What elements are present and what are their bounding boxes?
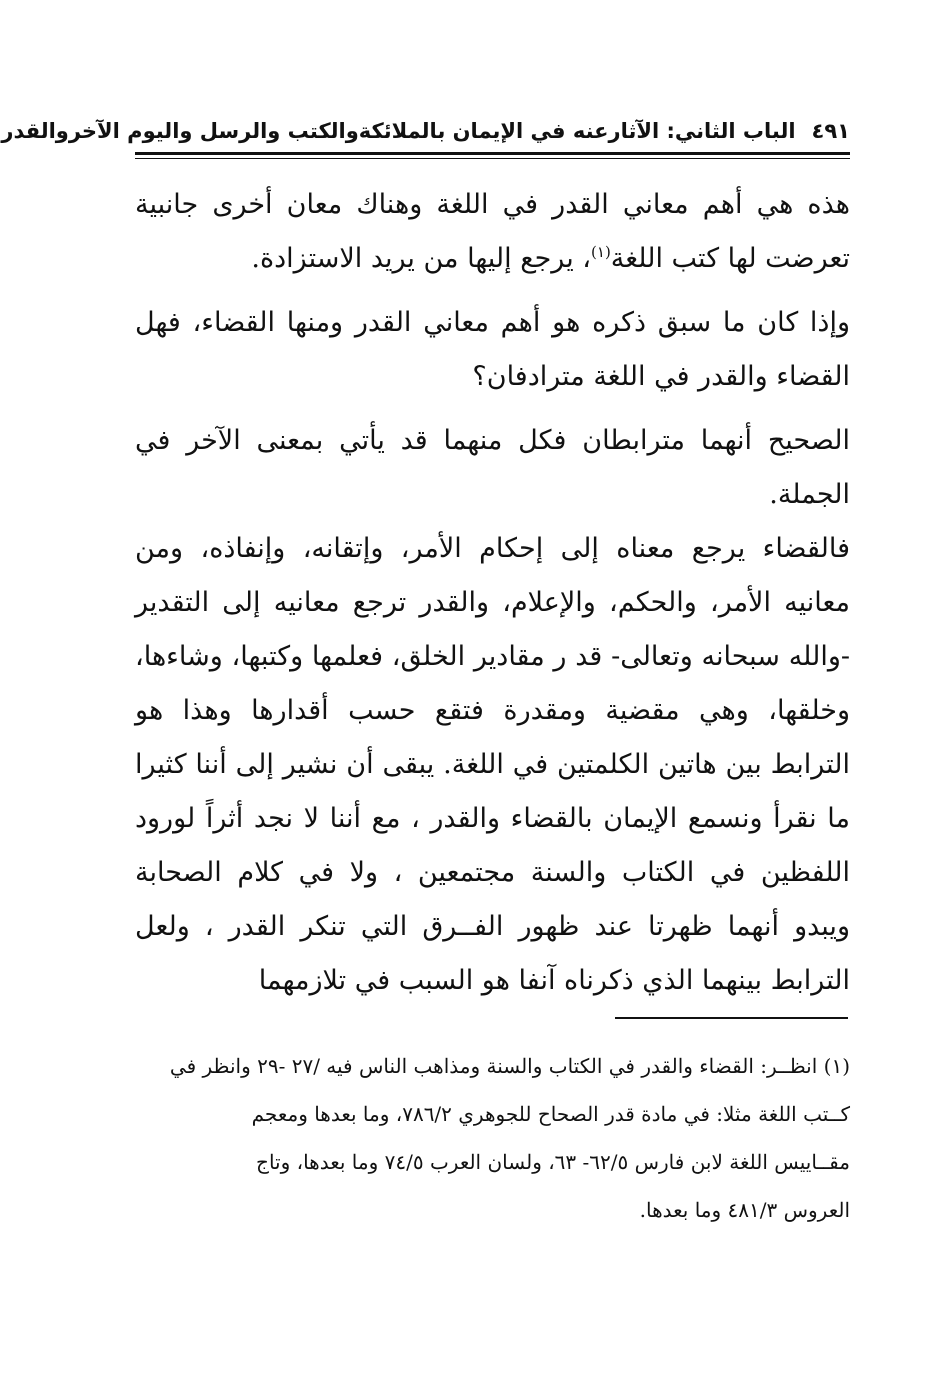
footnote-line-3: مقــاييس اللغة لابن فارس ٦٢/٥- ٦٣، ولسان العرب ٧٤/٥ وما بعدها، وتاج [256, 1150, 850, 1174]
footnote-line-1: (١) انظــر: القضاء والقدر في الكتاب والسنة ومذاهب الناس فيه /٢٧ -٢٩ وانظر في [169, 1054, 850, 1078]
footnote-marker: (١) [591, 243, 611, 261]
main-text [135, 178, 850, 1008]
header-rule-thin [135, 158, 850, 159]
running-header [1, 112, 850, 150]
paragraph-3: الصحيح أنهما مترابطان فكل منهما قد يأتي بمعنى الآخر في الجملة. [135, 425, 851, 510]
paragraph-4: فالقضاء يرجع معناه إلى إحكام الأمر، وإتقانه، وإنفاذه، ومن معانيه الأمر، والحكم، والإعلام، والقدر ترجع معانيه إلى التقدير -والله سبحانه وتعالى- قد ر مقادير الخلق، فعلمها وكتبها، وشاءها، وخلقها، وهي مقضية ومقدرة فتقع حسب أقدارها وهذا هو الترابط بين هاتين الكلمتين في اللغة. يبقى أن نشير إلى أننا كثيرا ما نقرأ ونسمع الإيمان بالقضاء والقدر ، مع أننا لا نجد أثراً لورود اللفظين في الكتاب والسنة مجتمعين ، ولا في كلام الصحابة ويبدو أنهما ظهرتا عند ظهور الفــرق التي تنكر القدر ، ولعل الترابط بينهما الذي ذكرناه آنفا هو السبب في تلازمهما [135, 533, 850, 996]
chapter-title: الباب الثاني: الآثارعنه في الإيمان بالملائكةوالكتب والرسل واليوم الآخروالقدر [1, 119, 796, 143]
paragraph-1 [135, 178, 850, 286]
footnote [135, 1042, 850, 1234]
footnote-rule [615, 1017, 848, 1019]
footnote-line-4: العروس ٤٨١/٣ وما بعدها. [639, 1198, 850, 1222]
paragraph-2: وإذا كان ما سبق ذكره هو أهم معاني القدر ومنها القضاء، فهل القضاء والقدر في اللغة مترادفان؟ [135, 307, 851, 392]
footnote-line-2: كــتب اللغة مثلا: في مادة قدر الصحاح للجوهري ٧٨٦/٢، وما بعدها ومعجم [251, 1102, 850, 1126]
paragraph-1-text: هذه هي أهم معاني القدر في اللغة وهناك معان أخرى جانبية تعرضت لها كتب اللغة [135, 189, 850, 274]
header-rule-thick [135, 152, 850, 155]
paragraph-1-continuation: ، يرجع إليها من يريد الاستزادة. [251, 243, 592, 274]
page-number: ٤٩١ [811, 119, 850, 143]
